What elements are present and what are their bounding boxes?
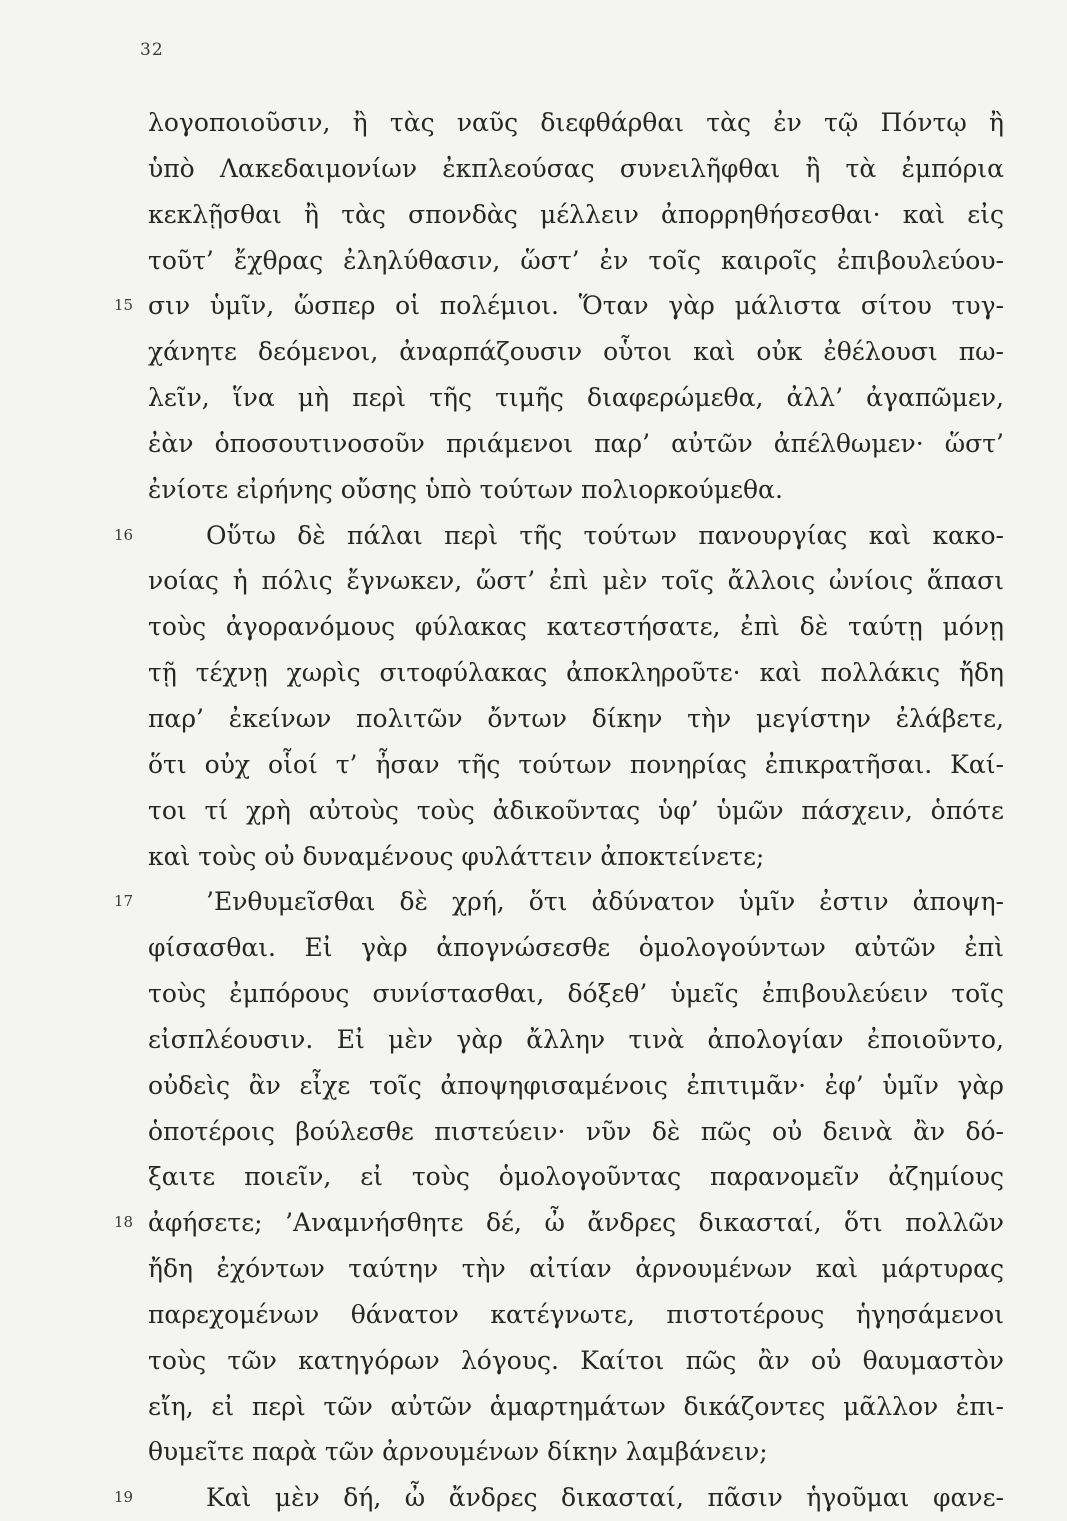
line-text: ἐνίοτε εἰρήνης οὔσης ὑπὸ τούτων πολιορκούμεθα. [148,474,783,504]
text-line [148,100,1004,146]
text-line [148,1063,1004,1109]
text-line [148,375,1004,421]
text-line [148,971,1004,1017]
line-text: ὑπὸ Λακεδαιμονίων ἐκπλεούσας συνειλῆφθαι ἢ τὰ ἐμπόρια [148,153,1004,183]
text-line [148,1109,1004,1155]
line-text: νοίας ἡ πόλις ἔγνωκεν, ὥστ’ ἐπὶ μὲν τοῖς ἄλλοις ὠνίοις ἅπασι [148,566,1004,596]
section-number: 15 [114,296,134,315]
line-text: λογοποιοῦσιν, ἢ τὰς ναῦς διεφθάρθαι τὰς ἐν τῷ Πόντῳ ἢ [148,108,1004,137]
page-number: 32 [140,40,164,60]
text-line [148,834,1004,880]
line-text: εἰσπλέουσιν. Εἰ μὲν γὰρ ἄλλην τινὰ ἀπολογίαν ἐποιοῦντο, [148,1024,1004,1054]
text-line [148,558,1004,604]
section-number: 17 [114,892,134,911]
line-text: ἤδη ἐχόντων ταύτην τὴν αἰτίαν ἀρνουμένων καὶ μάρτυρας [148,1254,1004,1284]
line-text: παρ’ ἐκείνων πολιτῶν ὄντων δίκην τὴν μεγίστην ἐλάβετε, [148,703,1004,733]
text-line [148,1429,1004,1475]
text-line [148,788,1004,834]
line-text: οὐδεὶς ἂν εἶχε τοῖς ἀποψηφισαμένοις ἐπιτιμᾶν· ἐφ’ ὑμῖν γὰρ [148,1070,1004,1100]
line-text: φίσασθαι. Εἰ γὰρ ἀπογνώσεσθε ὁμολογούντων αὐτῶν ἐπὶ [148,933,1004,963]
text-line [148,1384,1004,1430]
text-line [148,604,1004,650]
text-line [148,696,1004,742]
line-text: ἐὰν ὁποσουτινοσοῦν πριάμενοι παρ’ αὐτῶν ἀπέλθωμεν· ὥστ’ [148,428,1004,458]
line-text: ἀφήσετε; ’Αναμνήσθητε δέ, ὦ ἄνδρες δικασταί, ὅτι πολλῶν [148,1208,1004,1238]
line-text: λεῖν, ἵνα μὴ περὶ τῆς τιμῆς διαφερώμεθα, ἀλλ’ ἀγαπῶμεν, [148,383,1004,413]
line-text: κεκλῇσθαι ἢ τὰς σπονδὰς μέλλειν ἀπορρηθήσεσθαι· καὶ εἰς [148,199,1004,229]
line-text: ὁποτέροις βούλεσθε πιστεύειν· νῦν δὲ πῶς οὐ δεινὰ ἂν δό- [148,1116,1004,1146]
section-number: 19 [114,1488,134,1507]
text-line [148,650,1004,696]
section-number: 16 [114,525,134,544]
text-line [114,513,1004,559]
text-line [148,329,1004,375]
text-line [114,1475,1004,1521]
line-text: τοὺς τῶν κατηγόρων λόγους. Καίτοι πῶς ἂν οὐ θαυμαστὸν [148,1345,1004,1375]
text-line [148,1154,1004,1200]
text-line [114,879,1004,925]
text-line [148,742,1004,788]
line-text: τῇ τέχνῃ χωρὶς σιτοφύλακας ἀποκληροῦτε· καὶ πολλάκις ἤδη [148,658,1004,688]
text-line [148,238,1004,284]
line-text: σιν ὑμῖν, ὥσπερ οἱ πολέμιοι. Ὅταν γὰρ μάλιστα σίτου τυγ- [148,291,1004,321]
text-line [148,467,1004,513]
line-text: εἴη, εἰ περὶ τῶν αὐτῶν ἁμαρτημάτων δικάζοντες μᾶλλον ἐπι- [148,1391,1004,1421]
line-text: χάνητε δεόμενοι, ἀναρπάζουσιν οὗτοι καὶ οὐκ ἐθέλουσι πω- [148,337,1004,367]
line-text: παρεχομένων θάνατον κατέγνωτε, πιστοτέρους ἡγησάμενοι [148,1299,1004,1329]
line-text: ξαιτε ποιεῖν, εἰ τοὺς ὁμολογοῦντας παρανομεῖν ἀζημίους [148,1162,1004,1192]
line-text: Καὶ μὲν δή, ὦ ἄνδρες δικασταί, πᾶσιν ἡγοῦμαι φανε- [206,1483,1004,1513]
text-line [114,283,1004,329]
text-line [148,1246,1004,1292]
line-text: τοὺς ἀγορανόμους φύλακας κατεστήσατε, ἐπὶ δὲ ταύτῃ μόνῃ [148,612,1004,642]
text-line [148,1017,1004,1063]
line-text: καὶ τοὺς οὐ δυναμένους φυλάττειν ἀποκτείνετε; [148,841,765,871]
line-text: τοῦτ’ ἔχθρας ἐληλύθασιν, ὥστ’ ἐν τοῖς καιροῖς ἐπιβουλεύου- [148,245,1004,275]
line-text: θυμεῖτε παρὰ τῶν ἀρνουμένων δίκην λαμβάνειν; [148,1437,768,1467]
body-text [114,100,1004,1521]
text-line [148,925,1004,971]
text-line [114,1200,1004,1246]
line-text: ’Ενθυμεῖσθαι δὲ χρή, ὅτι ἀδύνατον ὑμῖν ἐστιν ἀποψη- [206,887,1004,917]
text-line [148,146,1004,192]
line-text: τοὺς ἐμπόρους συνίστασθαι, δόξεθ’ ὑμεῖς ἐπιβουλεύειν τοῖς [148,979,1004,1009]
line-text: ὅτι οὐχ οἷοί τ’ ἦσαν τῆς τούτων πονηρίας ἐπικρατῆσαι. Καί- [148,749,1004,779]
text-line [148,421,1004,467]
line-text: τοι τί χρὴ αὐτοὺς τοὺς ἀδικοῦντας ὑφ’ ὑμῶν πάσχειν, ὁπότε [148,795,1004,825]
text-line [148,1292,1004,1338]
text-line [148,192,1004,238]
section-number: 18 [114,1213,134,1232]
line-text: Οὕτω δὲ πάλαι περὶ τῆς τούτων πανουργίας καὶ κακο- [206,520,1004,550]
text-line [148,1338,1004,1384]
